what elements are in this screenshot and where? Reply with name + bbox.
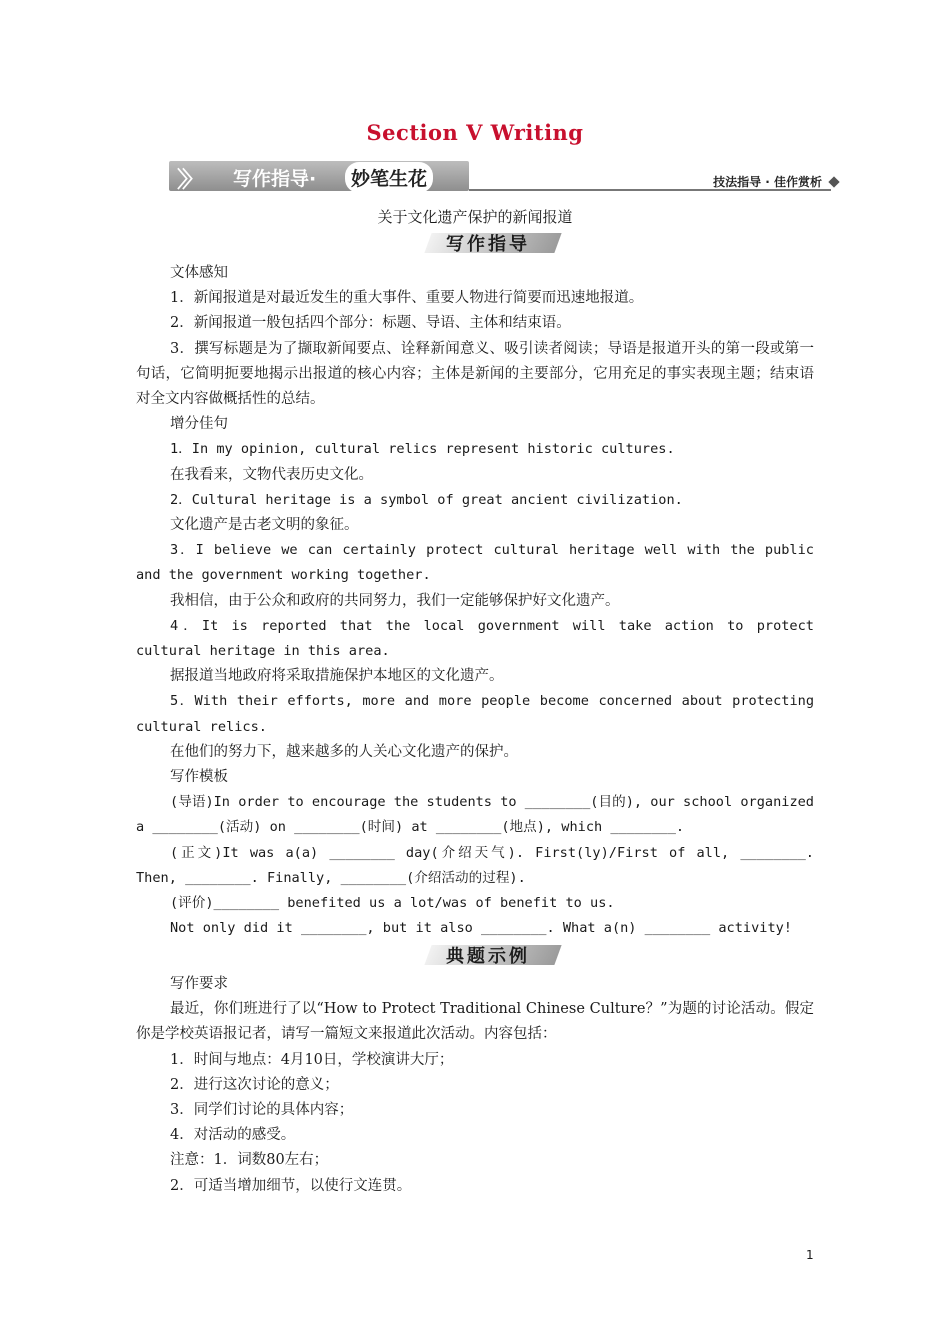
template-line: Not only did it ________, but it also ________. What a(n) ________ activity! bbox=[170, 920, 792, 937]
requirement-item: 3．同学们讨论的具体内容； bbox=[170, 1102, 354, 1119]
section-tag-writing-guide bbox=[428, 230, 568, 256]
sentence-zh: 在我看来，文物代表历史文化。 bbox=[170, 466, 373, 483]
sentence-en: 3．I believe we can certainly protect cultural heritage well with the public and the government working together. bbox=[136, 542, 814, 584]
section-tag-example bbox=[428, 942, 568, 968]
banner-right-label: 技法指导 · 佳作赏析 bbox=[713, 175, 822, 189]
requirement-item: 2．进行这次讨论的意义； bbox=[170, 1076, 339, 1093]
section-example bbox=[136, 972, 814, 1199]
tag-label: 典题示例 bbox=[446, 946, 530, 967]
heading-template: 写作模板 bbox=[170, 769, 228, 786]
genre-item: 3．撰写标题是为了撷取新闻要点、诠释新闻意义、吸引读者阅读；导语是报道开头的第一段或第一句话，它简明扼要地揭示出报道的核心内容；主体是新闻的主要部分，它用充足的事实表现主题；结束语对全文内容做概括性的总结。 bbox=[136, 340, 814, 408]
diamond-icon bbox=[828, 176, 839, 187]
section-writing-guide bbox=[136, 261, 814, 941]
sentence-zh: 我相信，由于公众和政府的共同努力，我们一定能够保护好文化遗产。 bbox=[170, 592, 620, 609]
sentence-en: 2．Cultural heritage is a symbol of great ancient civilization. bbox=[170, 491, 683, 508]
genre-item: 2．新闻报道一般包括四个部分：标题、导语、主体和结束语。 bbox=[170, 315, 571, 332]
page-number: 1 bbox=[806, 1248, 814, 1262]
sentence-zh: 文化遗产是古老文明的象征。 bbox=[170, 517, 359, 534]
genre-item: 1．新闻报道是对最近发生的重大事件、重要人物进行简要而迅速地报道。 bbox=[170, 290, 644, 307]
requirement-item: 1．时间与地点：4月10日，学校演讲大厅； bbox=[170, 1051, 454, 1068]
banner-label: 写作指导· bbox=[233, 168, 317, 190]
requirement-item: 4．对活动的感受。 bbox=[170, 1127, 296, 1144]
note-line: 2．可适当增加细节，以使行文连贯。 bbox=[170, 1177, 412, 1194]
template-line: (评价)________ benefited us a lot/was of benefit to us. bbox=[170, 895, 615, 912]
sentence-en: 4．It is reported that the local government will take action to protect cultural heritage in this area. bbox=[136, 617, 814, 660]
template-line: (正文)It was a(a) ________ day(介绍天气). First(ly)/First of all, ________. Then, ________. Finally, ________(介绍活动的过程). bbox=[136, 844, 814, 886]
article-subtitle: 关于文化遗产保护的新闻报道 bbox=[377, 208, 573, 226]
sentence-zh: 在他们的努力下，越来越多的人关心文化遗产的保护。 bbox=[170, 743, 518, 760]
tag-label: 写作指导 bbox=[446, 234, 530, 255]
requirement-intro: 最近，你们班进行了以“How to Protect Traditional Chinese Culture？”为题的讨论活动。假定你是学校英语报记者，请写一篇短文来报道此次活动。内容包括： bbox=[136, 1001, 814, 1043]
sentence-en: 1．In my opinion, cultural relics represent historic cultures. bbox=[170, 441, 675, 458]
section-banner bbox=[169, 161, 838, 193]
page-title: Section Ⅴ Writing bbox=[366, 120, 584, 145]
note-line: 注意：1．词数80左右； bbox=[170, 1152, 329, 1169]
template-line: (导语)In order to encourage the students to ________(目的), our school organized a ________(活动) on ________(时间) at ________(地点), which ________. bbox=[136, 794, 814, 836]
banner-emphasis: 妙笔生花 bbox=[345, 162, 433, 193]
heading-sentences: 增分佳句 bbox=[170, 416, 228, 433]
sentence-zh: 据报道当地政府将采取措施保护本地区的文化遗产。 bbox=[170, 668, 504, 685]
sentence-en: 5．With their efforts, more and more people become concerned about protecting cultural relics. bbox=[136, 693, 814, 735]
heading-requirements: 写作要求 bbox=[170, 976, 228, 992]
heading-genre: 文体感知 bbox=[170, 265, 228, 281]
double-chevron-icon: 〉〉 bbox=[177, 168, 199, 193]
